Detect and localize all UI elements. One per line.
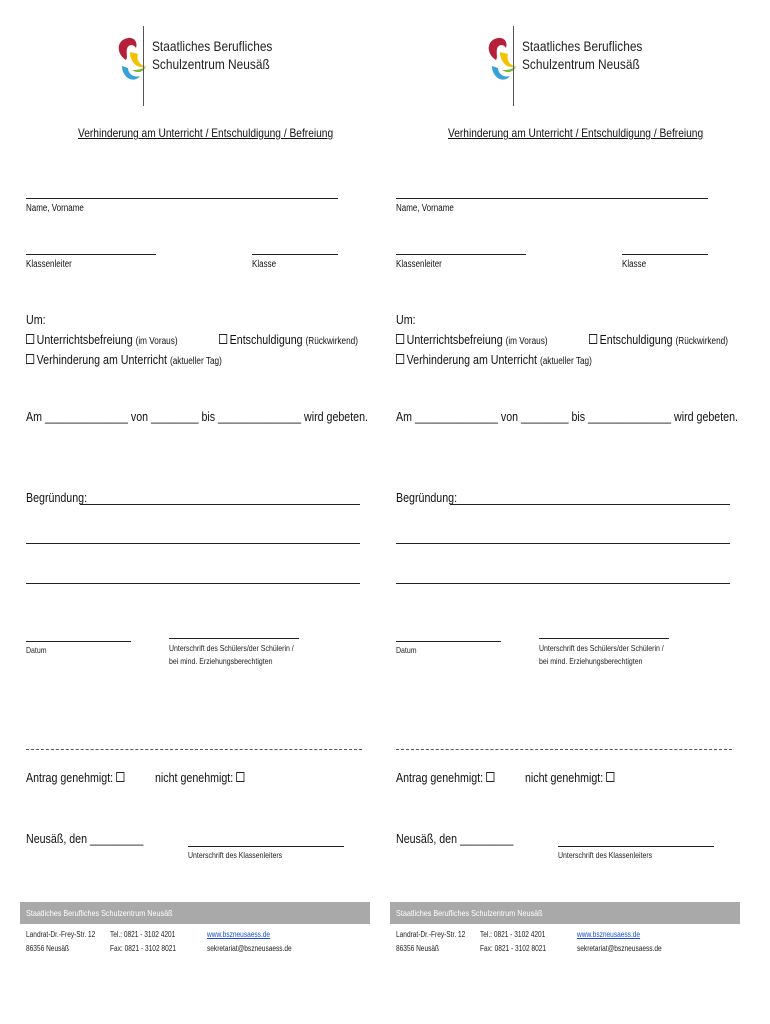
- checkbox-befreiung[interactable]: [26, 334, 34, 344]
- begruendung-label: Begründung:: [396, 490, 458, 505]
- logo-divider: [513, 26, 514, 106]
- checkbox-nicht-genehmigt[interactable]: [236, 772, 244, 782]
- begruendung-line-3[interactable]: [396, 583, 730, 584]
- datum-line[interactable]: [26, 641, 131, 642]
- name-label: Name, Vorname: [396, 203, 454, 214]
- begruendung-line-2[interactable]: [26, 543, 360, 544]
- klasse-line[interactable]: [622, 254, 708, 255]
- footer-address-2: 86356 Neusäß: [26, 944, 70, 953]
- name-line[interactable]: [26, 198, 338, 199]
- unterschrift-schueler-label-1: Unterschrift des Schülers/der Schülerin /: [539, 643, 664, 653]
- logo-text-line1: Staatliches Berufliches: [522, 38, 643, 54]
- entschuldigung-label: Entschuldigung: [229, 332, 303, 347]
- genehmigt-label: Antrag genehmigt:: [396, 770, 484, 785]
- unterschrift-kl-label: Unterschrift des Klassenleiters: [558, 850, 653, 860]
- nicht-genehmigt-option[interactable]: [155, 770, 247, 785]
- footer-fax: Fax: 0821 - 3102 8021: [110, 944, 177, 953]
- logo-text-line2: Schulzentrum Neusäß: [152, 56, 270, 72]
- separator-dotted: [26, 749, 362, 750]
- footer-bar: [390, 902, 740, 924]
- footer-bar-text: Staatliches Berufliches Schulzentrum Neusäß: [26, 908, 173, 918]
- name-line[interactable]: [396, 198, 708, 199]
- unterschrift-schueler-line[interactable]: [169, 638, 299, 639]
- zeitraum-line[interactable]: Am ______________ von ________ bis ______________ wird gebeten.: [26, 409, 369, 424]
- footer-address-2: 86356 Neusäß: [396, 944, 440, 953]
- footer-fax: Fax: 0821 - 3102 8021: [480, 944, 547, 953]
- um-label: Um:: [396, 312, 416, 327]
- unterschrift-schueler-label-2: bei mind. Erziehungsberechtigten: [169, 656, 273, 666]
- nicht-genehmigt-option[interactable]: [525, 770, 617, 785]
- verhinderung-note: (aktueller Tag): [539, 356, 592, 367]
- form-title: Verhinderung am Unterricht / Entschuldigung / Befreiung: [78, 126, 334, 140]
- option-befreiung[interactable]: [26, 332, 178, 347]
- genehmigt-option[interactable]: [26, 770, 127, 785]
- footer-email: sekretariat@bszneusaess.de: [207, 944, 292, 953]
- entschuldigung-label: Entschuldigung: [599, 332, 673, 347]
- separator-dotted: [396, 749, 732, 750]
- klasse-label: Klasse: [252, 259, 277, 270]
- unterschrift-schueler-label-1: Unterschrift des Schülers/der Schülerin /: [169, 643, 294, 653]
- checkbox-verhinderung[interactable]: [26, 354, 34, 364]
- genehmigt-option[interactable]: [396, 770, 497, 785]
- form-right: [370, 0, 740, 1024]
- begruendung-line-1[interactable]: [80, 504, 360, 505]
- klassenleiter-line[interactable]: [396, 254, 526, 255]
- option-entschuldigung[interactable]: [219, 332, 358, 347]
- datum-label: Datum: [396, 645, 417, 655]
- begruendung-line-2[interactable]: [396, 543, 730, 544]
- option-befreiung[interactable]: [396, 332, 548, 347]
- klasse-line[interactable]: [252, 254, 338, 255]
- klassenleiter-label: Klassenleiter: [396, 259, 442, 270]
- befreiung-note: (im Voraus): [505, 336, 548, 347]
- datum-line[interactable]: [396, 641, 501, 642]
- klassenleiter-label: Klassenleiter: [26, 259, 72, 270]
- verhinderung-label: Verhinderung am Unterricht: [406, 352, 538, 367]
- unterschrift-kl-label: Unterschrift des Klassenleiters: [188, 850, 283, 860]
- ort-datum-line[interactable]: Neusäß, den _________: [26, 831, 144, 846]
- footer-web-link[interactable]: www.bszneusaess.de: [207, 930, 271, 939]
- checkbox-entschuldigung[interactable]: [219, 334, 227, 344]
- nicht-genehmigt-label: nicht genehmigt:: [525, 770, 604, 785]
- begruendung-label: Begründung:: [26, 490, 88, 505]
- befreiung-note: (im Voraus): [135, 336, 178, 347]
- checkbox-verhinderung[interactable]: [396, 354, 404, 364]
- footer-address-1: Landrat-Dr.-Frey-Str. 12: [26, 930, 96, 939]
- footer-web-link[interactable]: www.bszneusaess.de: [577, 930, 641, 939]
- name-label: Name, Vorname: [26, 203, 84, 214]
- footer-bar-text: Staatliches Berufliches Schulzentrum Neusäß: [396, 908, 543, 918]
- checkbox-genehmigt[interactable]: [486, 772, 494, 782]
- um-label: Um:: [26, 312, 46, 327]
- option-verhinderung[interactable]: [26, 352, 222, 367]
- befreiung-label: Unterrichtsbefreiung: [406, 332, 503, 347]
- footer-tel: Tel.: 0821 - 3102 4201: [480, 930, 546, 939]
- option-entschuldigung[interactable]: [589, 332, 728, 347]
- footer-tel: Tel.: 0821 - 3102 4201: [110, 930, 176, 939]
- checkbox-genehmigt[interactable]: [116, 772, 124, 782]
- verhinderung-note: (aktueller Tag): [169, 356, 222, 367]
- footer-email: sekretariat@bszneusaess.de: [577, 944, 662, 953]
- unterschrift-kl-line[interactable]: [188, 846, 344, 847]
- ort-datum-line[interactable]: Neusäß, den _________: [396, 831, 514, 846]
- verhinderung-label: Verhinderung am Unterricht: [36, 352, 168, 367]
- footer-bar: [20, 902, 370, 924]
- logo-divider: [143, 26, 144, 106]
- begruendung-line-3[interactable]: [26, 583, 360, 584]
- form-title: Verhinderung am Unterricht / Entschuldigung / Befreiung: [448, 126, 704, 140]
- nicht-genehmigt-label: nicht genehmigt:: [155, 770, 234, 785]
- logo-text-line2: Schulzentrum Neusäß: [522, 56, 640, 72]
- klasse-label: Klasse: [622, 259, 647, 270]
- klassenleiter-line[interactable]: [26, 254, 156, 255]
- form-left: [0, 0, 370, 1024]
- logo-text-line1: Staatliches Berufliches: [152, 38, 273, 54]
- unterschrift-schueler-label-2: bei mind. Erziehungsberechtigten: [539, 656, 643, 666]
- begruendung-line-1[interactable]: [450, 504, 730, 505]
- genehmigt-label: Antrag genehmigt:: [26, 770, 114, 785]
- entschuldigung-note: (Rückwirkend): [305, 336, 358, 347]
- option-verhinderung[interactable]: [396, 352, 592, 367]
- entschuldigung-note: (Rückwirkend): [675, 336, 728, 347]
- checkbox-befreiung[interactable]: [396, 334, 404, 344]
- checkbox-nicht-genehmigt[interactable]: [606, 772, 614, 782]
- unterschrift-schueler-line[interactable]: [539, 638, 669, 639]
- zeitraum-line[interactable]: Am ______________ von ________ bis ______________ wird gebeten.: [396, 409, 739, 424]
- footer-address-1: Landrat-Dr.-Frey-Str. 12: [396, 930, 466, 939]
- checkbox-entschuldigung[interactable]: [589, 334, 597, 344]
- befreiung-label: Unterrichtsbefreiung: [36, 332, 133, 347]
- unterschrift-kl-line[interactable]: [558, 846, 714, 847]
- datum-label: Datum: [26, 645, 47, 655]
